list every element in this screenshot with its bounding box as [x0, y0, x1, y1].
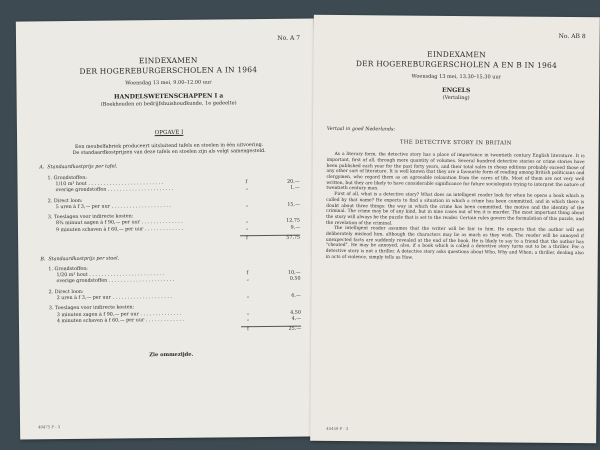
currency-mark: f	[245, 179, 248, 185]
intro-line-2: De standaardkostprijzen van deze tafels en stoelen zijn als volgt samengesteld.	[72, 149, 266, 157]
exam-date: Woensdag 13 mei, 9.00–12.00 uur	[125, 79, 212, 87]
story-paragraph: First of all, what is a detective story? What does an intelligent reader look for when he opens a book which is called by that name? He expects to find a situation in which a crime has been committed, and in which there is doubt about three things: the way in which the crime has been committed, the motive and the identity of the criminal. The crime may be of any kind, but in nine cases out of ten it is murder. The most important thing about the story will always be the puzzle that is set to the reader. Certain rules govern the formulation of this puzzle, and the revelation of the criminal.	[326, 192, 585, 227]
page-footer: 40459 P - 3	[326, 425, 349, 432]
item-heading: 3. Toeslagen voor indirecte kosten:	[48, 305, 135, 312]
cost-description: 8¾ minuut aagen à f 90,— per uur . . . . . . . . . . . . . .	[55, 220, 183, 227]
section-title: Standaardkostprijs per tafel.	[47, 164, 118, 171]
page-footer: 40475 P - 3	[38, 424, 61, 430]
section-label: B.	[40, 256, 46, 262]
story-text	[326, 152, 585, 263]
section-heading	[40, 254, 300, 263]
page-number: No. A 7	[277, 34, 301, 42]
total-amount: 25,—	[288, 326, 302, 333]
section-heading	[39, 163, 299, 172]
cost-row	[56, 202, 300, 211]
cost-description: 2 uren à f 3,— per uur . . . . . . . . . . . . . . . . . . . .	[56, 294, 172, 302]
total-amount: 57,75	[286, 235, 301, 241]
cost-description: 5 uren à f 3,— per uur . . . . . . . . . . . . . . . . . . . .	[55, 203, 171, 210]
cost-description: 4 minuten schaven à f 60,— per uur . . . . . . . . . . . . .	[56, 317, 184, 325]
cost-description: 9 minuten schaven à f 60,— per uur . . . . . . . . . . . . .	[55, 226, 183, 233]
cost-description: 3 minuten zagen à f 90,— per uur . . . . . . . . . . . . . .	[56, 311, 182, 318]
page-number: No. AB 8	[558, 32, 586, 41]
exam-subject-note: (Boekhouden en bedrijfshuishoudkunde, 1e gedeelte)	[100, 100, 237, 108]
currency-mark: „	[246, 277, 250, 283]
currency-mark: „	[246, 317, 250, 323]
cost-row	[57, 277, 301, 286]
cost-amount: 4,50	[290, 310, 301, 316]
item-heading: 3. Toeslagen voor indirecte kosten:	[47, 214, 134, 221]
exam-date: Woensdag 13 mei, 13.30–15.30 uur	[411, 73, 502, 81]
currency-mark: f	[246, 271, 249, 277]
exam-subject: ENGELS	[442, 86, 471, 95]
opgave-heading: OPGAVE I	[154, 129, 184, 137]
right-exam-page	[310, 15, 600, 443]
left-header	[38, 55, 299, 110]
currency-mark: „	[246, 294, 250, 300]
exam-subtitle: DER HOGEREBURGERSCHOLEN A IN 1964	[79, 65, 258, 76]
cost-amount: 1,—	[290, 185, 300, 191]
cost-description: overige grondstoffen . . . . . . . . . . . . . . . . . . . . . .	[55, 187, 174, 194]
exam-subject: HANDELSWETENSCHAPPEN I a	[113, 92, 224, 101]
section-b	[40, 254, 301, 336]
currency-mark: „	[246, 310, 250, 316]
item-heading: 1. Grondstoffen:	[48, 266, 88, 273]
story-paragraph: As a literary form, the detective story has a place of importance in twentieth century English literature. It is important, first of all, through mere quantity of volumes. Several hundred detective stories or crime stories have been published each year for the past forty years, and their total sales in cheap editions probably exceed those of any other sort of literature. It is well known that they are a favourite form of reading among British politicians and clergymen, who regard them as an agreeable relaxation from the cares of life. Most of them are not very well written, but they are likely to have considerable significance for future sociologists trying to interpret the nature of twentieth century man.	[326, 152, 585, 192]
item-heading: 2. Direct loon:	[47, 198, 83, 204]
section-a	[39, 163, 300, 245]
section-label: A.	[39, 165, 45, 171]
cost-description: overige grondstoffen . . . . . . . . . . . . . . . . . . . . . .	[56, 278, 175, 285]
exam-subtitle: DER HOGEREBURGERSCHOLEN A EN B IN 1964	[355, 59, 558, 70]
cost-description: 1/20 m³ hout . . . . . . . . . . . . . . . . . . . . . . . . .	[56, 272, 165, 279]
right-header	[327, 49, 585, 103]
cost-amount: 10,—	[288, 270, 301, 276]
cost-row	[57, 317, 301, 326]
story-paragraph: The intelligent reader assumes that the writer will be fair to him. He expects that the author will not deliberately mislead him, although the characters may lie as much as they wish. The reader will be annoyed if unexpected facts are suddenly revealed at the end of the book. He is likely to say to a friend that the author has "cheated". He may be annoyed, also, if a book which is called a detective story turns out to be a thriller. For a detective story is not a thriller. A detective story asks questions about Who, Why and When; a thriller, dealing also in acts of violence, simply tells us How.	[325, 226, 585, 261]
left-body	[39, 129, 301, 360]
currency-mark: f	[247, 327, 249, 333]
story-title: THE DETECTIVE STORY IN BRITAIN	[399, 139, 512, 147]
cost-row	[56, 225, 300, 234]
section-title: Standaardkostprijs per stoel.	[48, 256, 120, 262]
exam-title: EINDEXAMEN	[427, 49, 486, 60]
right-body	[326, 127, 585, 263]
currency-mark: „	[245, 186, 249, 192]
total-row	[241, 326, 301, 334]
currency-mark: „	[245, 202, 249, 208]
cost-amount: 6,—	[291, 293, 301, 299]
exam-title: EINDEXAMEN	[138, 55, 198, 66]
cost-row	[56, 186, 300, 195]
cost-description: 1/10 m³ hout . . . . . . . . . . . . . . . . . . . . . . . . .	[55, 180, 164, 187]
intro-line-1: Een meubelfabriek produceert uitsluitend tafels en stoelen in één uitvoering.	[74, 142, 264, 150]
currency-mark: „	[245, 225, 249, 231]
cost-amount: 12,75	[286, 218, 300, 225]
cost-amount: 0,50	[289, 276, 301, 283]
instruction: Vertaal in goed Nederlands:	[326, 126, 396, 133]
zie-ommezijde: Zie ommezijde.	[149, 351, 194, 358]
cost-amount: 9,—	[290, 225, 301, 231]
item-heading: 2. Direct loon:	[48, 289, 84, 295]
cost-amount: 4,—	[291, 316, 301, 322]
item-heading: 1. Grondstoffen:	[47, 175, 88, 181]
currency-mark: „	[245, 219, 249, 225]
cost-row	[57, 294, 301, 303]
total-row	[240, 235, 300, 243]
currency-mark: f	[246, 236, 248, 242]
exam-subject-note: (Vertaling)	[442, 94, 470, 102]
cost-amount: 20,—	[287, 179, 300, 185]
cost-amount: 15,—	[287, 202, 300, 208]
left-exam-page	[16, 18, 318, 439]
